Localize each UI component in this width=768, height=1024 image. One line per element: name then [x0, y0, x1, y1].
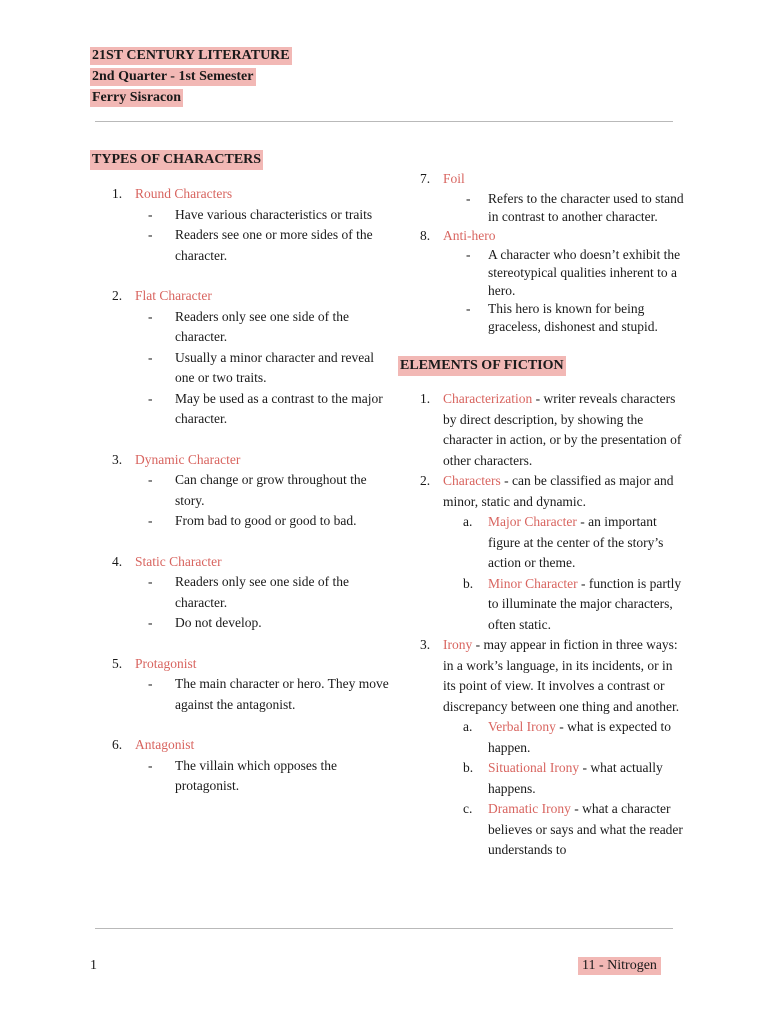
- item-number: 2.: [112, 288, 123, 303]
- item-number: 1.: [112, 186, 123, 201]
- character-types-list: [90, 184, 390, 797]
- bullet-text: May be used as a contrast to the major character.: [175, 390, 383, 426]
- bullet-point: [90, 613, 390, 634]
- sub-element: [398, 758, 688, 799]
- list-item: [90, 552, 390, 573]
- sub-element: [398, 512, 688, 574]
- dash-marker: -: [148, 308, 153, 324]
- list-item: [398, 226, 688, 247]
- character-types-continued: [398, 169, 688, 336]
- sub-term: Minor Character: [488, 575, 578, 591]
- element-item: [398, 471, 688, 512]
- bullet-text: The main character or hero. They move against the antagonist.: [175, 676, 389, 712]
- bullet-text: Do not develop.: [175, 615, 262, 630]
- section-heading-elements: ELEMENTS OF FICTION: [398, 356, 566, 376]
- element-text: - writer reveals characters by direct description, by showing the character in action, or by the presentation of other characters.: [443, 391, 682, 468]
- bullet-point: [90, 225, 390, 266]
- dash-marker: -: [148, 615, 153, 630]
- dash-marker: -: [148, 227, 153, 242]
- element-number: 1.: [420, 391, 431, 406]
- bullet-text: Have various characteristics or traits: [175, 206, 373, 222]
- bullet-text: Readers only see one side of the character.: [175, 574, 349, 610]
- dash-marker: -: [148, 472, 153, 487]
- list-item: [90, 654, 390, 675]
- element-term: Irony: [443, 637, 473, 652]
- footer-divider: [95, 928, 673, 929]
- bullet-point: [90, 572, 390, 613]
- bullet-point: [90, 674, 390, 715]
- bullet-text: The villain which opposes the protagonist.: [175, 757, 337, 793]
- dash-marker: -: [148, 574, 153, 589]
- bullet-text: Readers see one or more sides of the character.: [175, 227, 373, 263]
- bullet-point: [90, 756, 390, 797]
- sub-letter: b.: [463, 760, 474, 775]
- section-label: 11 - Nitrogen: [578, 957, 661, 975]
- bullet-point: [90, 348, 390, 389]
- bullet-point: [398, 190, 688, 226]
- list-item: [398, 169, 688, 190]
- dash-marker: -: [148, 206, 153, 222]
- dash-marker: -: [466, 301, 471, 316]
- sub-text: - what is expected to happen.: [488, 719, 671, 755]
- bullet-text: From bad to good or good to bad.: [175, 513, 357, 528]
- item-number: 4.: [112, 553, 123, 569]
- element-item: [398, 389, 688, 471]
- item-number: 3.: [112, 451, 123, 467]
- page-number: 1: [90, 958, 97, 973]
- item-title: Foil: [443, 171, 465, 186]
- item-title: Round Characters: [135, 186, 233, 201]
- sub-text: - an important figure at the center of the story’s action or theme.: [488, 514, 664, 570]
- element-term: Characters: [443, 473, 501, 488]
- course-title: 21ST CENTURY LITERATURE: [92, 48, 290, 63]
- bullet-text: Usually a minor character and reveal one or two traits.: [175, 349, 375, 385]
- bullet-point: [90, 205, 390, 226]
- dash-marker: -: [466, 247, 471, 262]
- sub-text: - function is partly to illuminate the major characters, often static.: [488, 575, 682, 632]
- dash-marker: -: [466, 190, 471, 206]
- list-item: [90, 735, 390, 756]
- sub-text: - what a character believes or says and what the reader understands to: [488, 801, 683, 857]
- sub-term: Situational Irony: [488, 760, 580, 775]
- sub-text: - what actually happens.: [488, 760, 663, 796]
- item-title: Anti-hero: [443, 227, 496, 243]
- list-item: [90, 286, 390, 307]
- element-number: 2.: [420, 473, 431, 488]
- bullet-point: [90, 470, 390, 511]
- bullet-text: A character who doesn’t exhibit the stereotypical qualities inherent to a hero.: [488, 247, 681, 298]
- bullet-point: [90, 389, 390, 430]
- element-item: [398, 635, 688, 717]
- section-heading-types: TYPES OF CHARACTERS: [90, 150, 263, 170]
- dash-marker: -: [148, 757, 153, 773]
- dash-marker: -: [148, 676, 153, 691]
- item-number: 8.: [420, 227, 431, 243]
- sub-term: Major Character: [488, 514, 577, 529]
- bullet-text: This hero is known for being graceless, dishonest and stupid.: [488, 301, 658, 334]
- elements-list: [398, 389, 688, 861]
- sub-letter: c.: [463, 801, 473, 816]
- right-column: [398, 169, 688, 861]
- header-divider: [95, 121, 673, 122]
- sub-element: [398, 574, 688, 636]
- element-term: Characterization: [443, 391, 533, 406]
- element-number: 3.: [420, 637, 431, 652]
- list-item: [90, 184, 390, 205]
- sub-term: Verbal Irony: [488, 719, 556, 734]
- item-title: Antagonist: [135, 737, 195, 752]
- list-item: [90, 450, 390, 471]
- bullet-point: [90, 307, 390, 348]
- sub-element: [398, 799, 688, 861]
- bullet-point: [398, 246, 688, 300]
- element-text: - may appear in fiction in three ways: in a work’s language, in its incidents, or in its point of view. It involves a contrast or discrepancy between one thing and another.: [443, 637, 680, 714]
- sub-letter: b.: [463, 575, 474, 591]
- sub-term: Dramatic Irony: [488, 801, 571, 816]
- bullet-point: [90, 511, 390, 532]
- sub-letter: a.: [463, 514, 473, 529]
- bullet-text: Refers to the character used to stand in contrast to another character.: [488, 190, 684, 224]
- item-number: 5.: [112, 655, 123, 671]
- item-title: Dynamic Character: [135, 451, 241, 467]
- element-text: - can be classified as major and minor, static and dynamic.: [443, 473, 674, 509]
- bullet-text: Readers only see one side of the character.: [175, 308, 349, 344]
- dash-marker: -: [148, 513, 153, 528]
- dash-marker: -: [148, 349, 153, 365]
- item-title: Protagonist: [135, 655, 197, 671]
- dash-marker: -: [148, 390, 153, 406]
- bullet-text: Can change or grow throughout the story.: [175, 472, 367, 508]
- item-title: Static Character: [135, 553, 222, 569]
- sub-element: [398, 717, 688, 758]
- item-title: Flat Character: [135, 288, 212, 303]
- item-number: 7.: [420, 171, 431, 186]
- author-name: Ferry Sisracon: [92, 90, 182, 105]
- left-column: [90, 149, 390, 797]
- sub-letter: a.: [463, 719, 473, 734]
- item-number: 6.: [112, 737, 123, 752]
- quarter-label: 2nd Quarter - 1st Semester: [92, 69, 254, 84]
- bullet-point: [398, 300, 688, 336]
